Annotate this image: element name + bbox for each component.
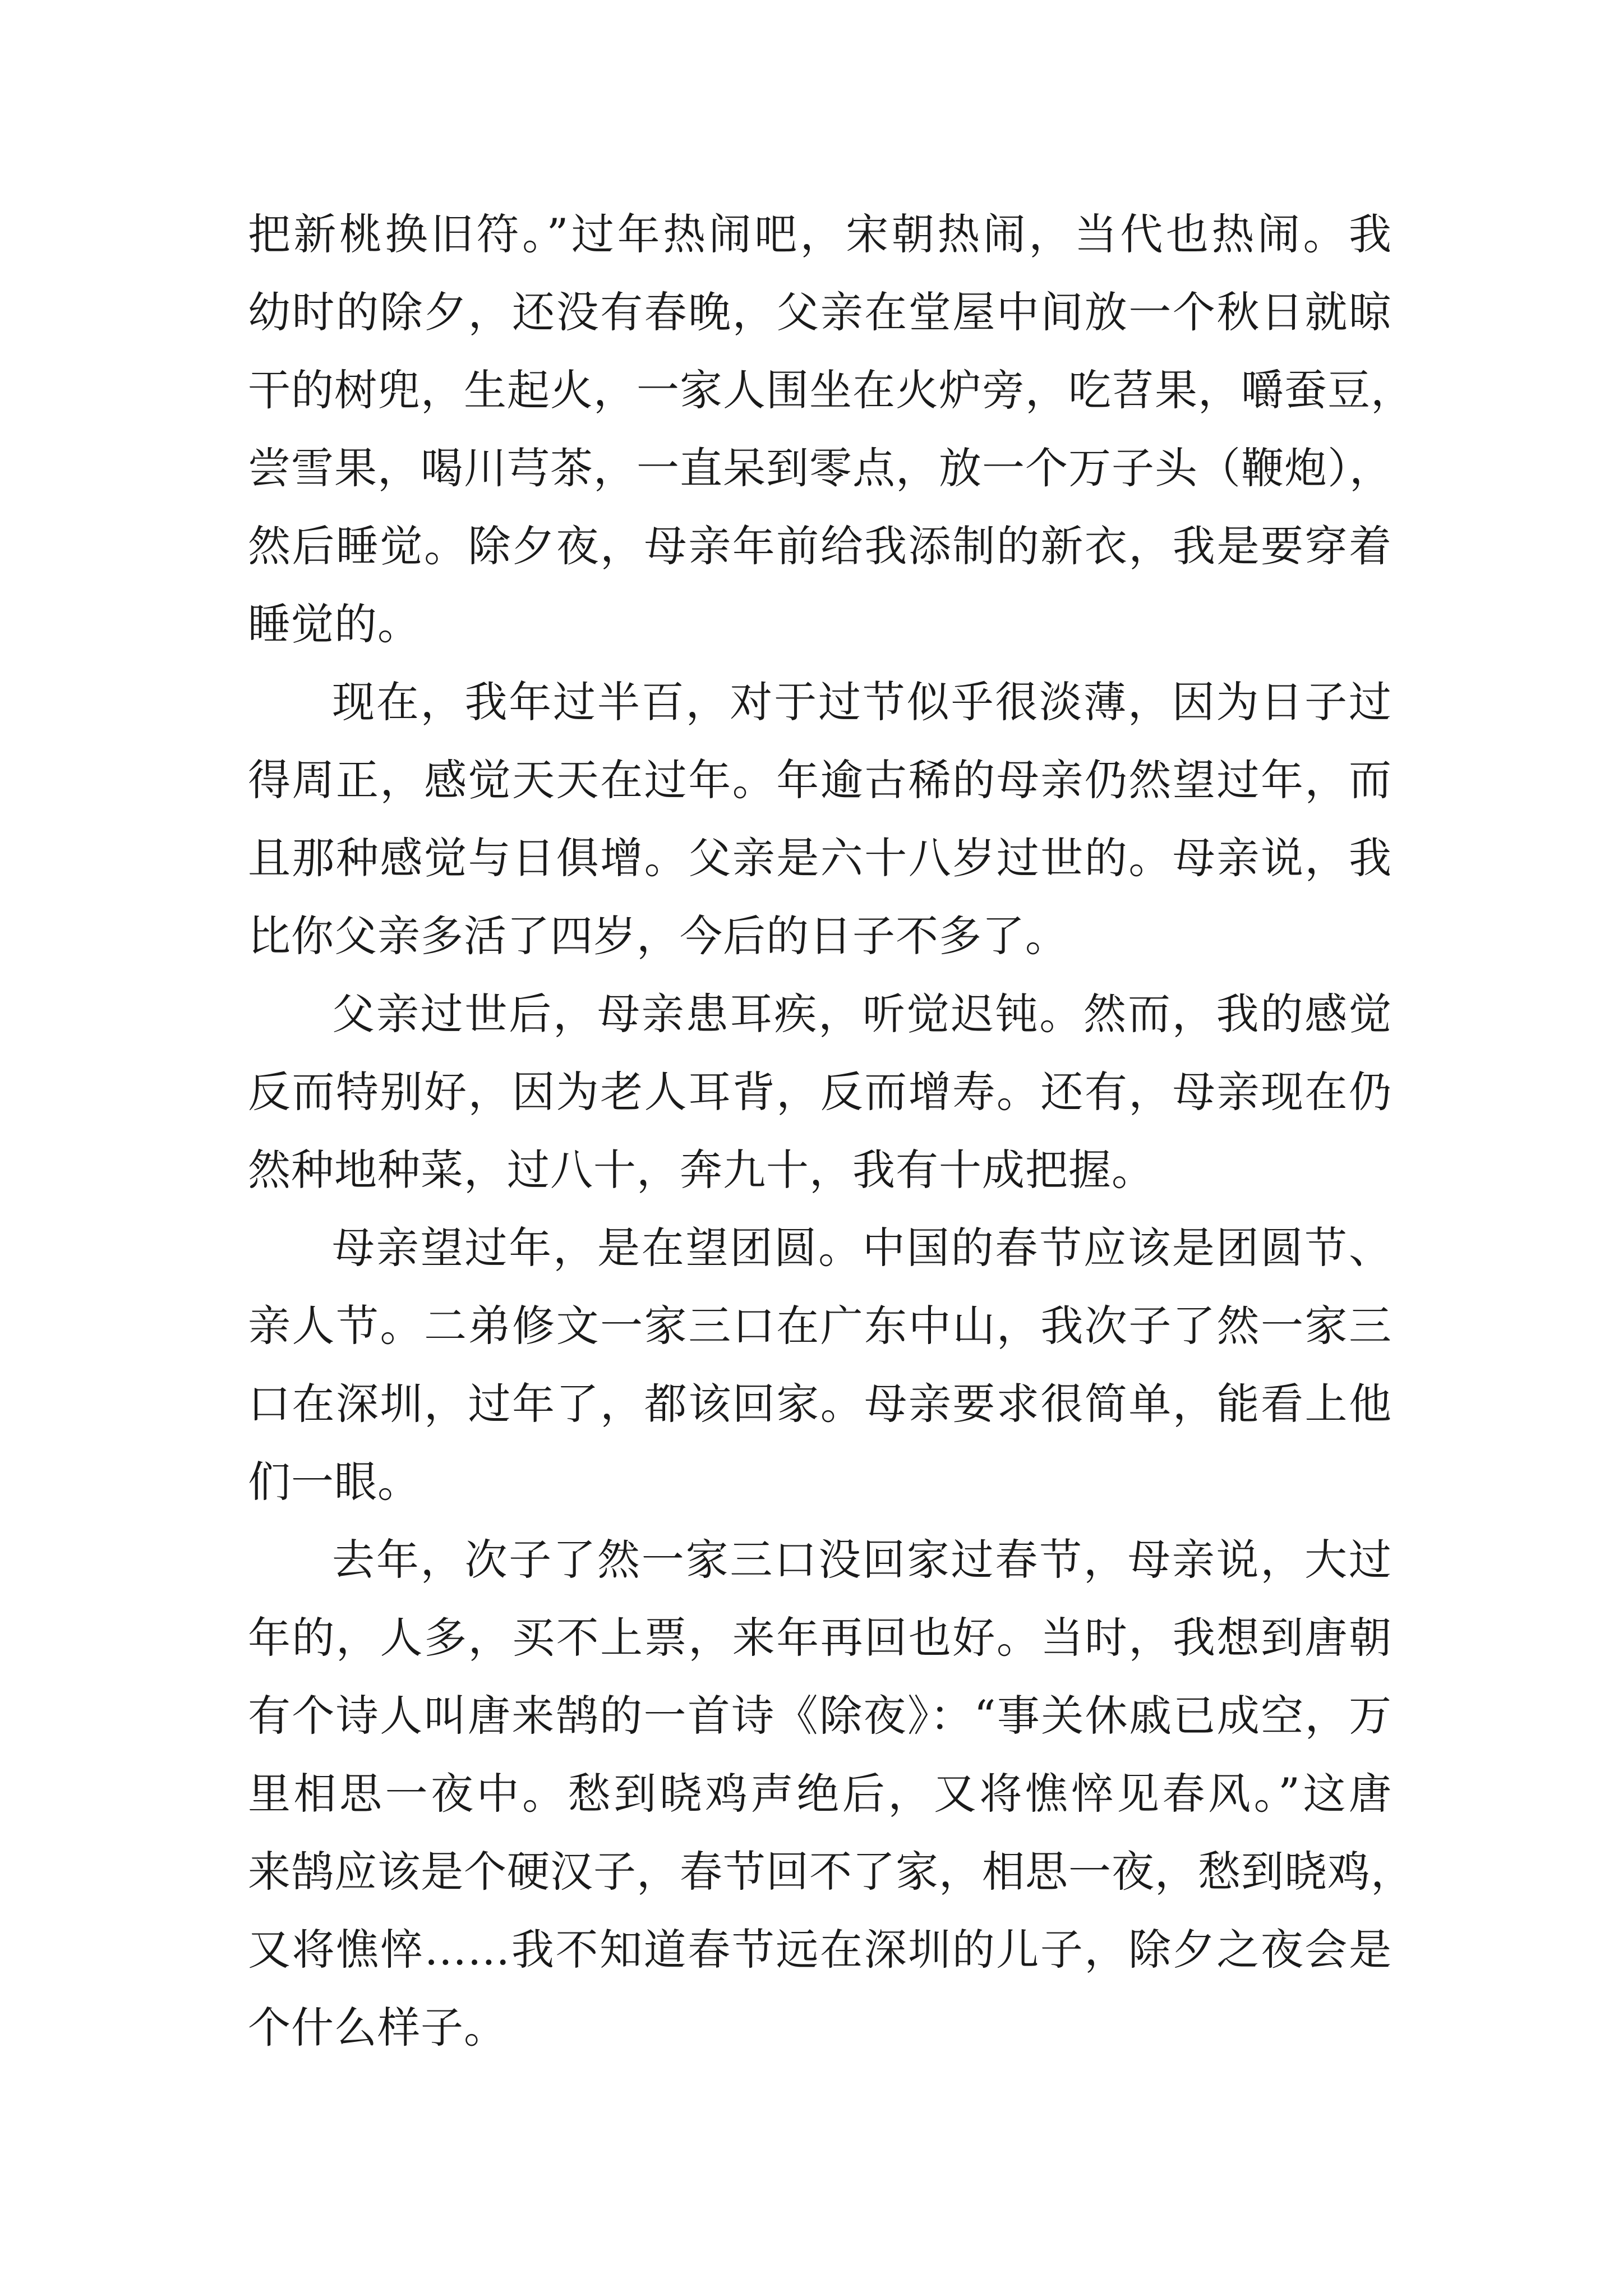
text-line: 父亲过世后，母亲患耳疾，听觉迟钝。然而，我的感觉: [332, 989, 1392, 1039]
text-line: 干的树兜，生起火，一家人围坐在火炉旁，吃苕果，嚼蚕豆，: [248, 365, 1414, 415]
paragraph-5: [248, 1521, 1414, 2067]
text-line: 尝雪果，喝川芎茶，一直呆到零点，放一个万子头（鞭炮），: [248, 443, 1393, 493]
text-line: 来鹄应该是个硬汉子，春节回不了家，相思一夜，愁到晓鸡，: [248, 1847, 1414, 1897]
text-line: 口在深圳，过年了，都该回家。母亲要求很简单，能看上他: [248, 1379, 1392, 1429]
text-line: 又将憔悴……我不知道春节远在深圳的儿子，除夕之夜会是: [248, 1925, 1392, 1975]
text-line: 睡觉的。: [248, 599, 421, 649]
paragraph-3: [248, 975, 1392, 1209]
text-line: 母亲望过年，是在望团圆。中国的春节应该是团圆节、: [332, 1223, 1392, 1273]
text-line: 得周正，感觉天天在过年。年逾古稀的母亲仍然望过年，而: [248, 755, 1392, 805]
text-line: 有个诗人叫唐来鹄的一首诗《除夜》：“事关休戚已成空，万: [248, 1691, 1392, 1741]
paragraph-2: [248, 663, 1392, 975]
text-line: 去年，次子了然一家三口没回家过春节，母亲说，大过: [332, 1535, 1392, 1585]
text-line: 们一眼。: [248, 1457, 421, 1507]
text-line: 比你父亲多活了四岁，今后的日子不多了。: [248, 911, 1068, 961]
text-line: 然后睡觉。除夕夜，母亲年前给我添制的新衣，我是要穿着: [248, 521, 1392, 571]
paragraph-4: [248, 1209, 1392, 1521]
text-line: 现在，我年过半百，对于过节似乎很淡薄，因为日子过: [332, 677, 1392, 727]
text-line: 年的，人多，买不上票，来年再回也好。当时，我想到唐朝: [248, 1613, 1392, 1663]
text-line: 里相思一夜中。愁到晓鸡声绝后，又将憔悴见春风。”这唐: [248, 1769, 1392, 1819]
text-line: 个什么样子。: [248, 2003, 507, 2053]
text-line: 把新桃换旧符。”过年热闹吧，宋朝热闹，当代也热闹。我: [248, 209, 1392, 259]
body-text: [248, 195, 1414, 2067]
text-line: 亲人节。二弟修文一家三口在广东中山，我次子了然一家三: [248, 1301, 1392, 1351]
text-line: 且那种感觉与日俱增。父亲是六十八岁过世的。母亲说，我: [248, 833, 1392, 883]
paragraph-1: [248, 195, 1414, 663]
text-line: 幼时的除夕，还没有春晚，父亲在堂屋中间放一个秋日就晾: [248, 287, 1392, 337]
text-line: 反而特别好，因为老人耳背，反而增寿。还有，母亲现在仍: [248, 1067, 1392, 1117]
text-line: 然种地种菜，过八十，奔九十，我有十成把握。: [248, 1145, 1155, 1195]
